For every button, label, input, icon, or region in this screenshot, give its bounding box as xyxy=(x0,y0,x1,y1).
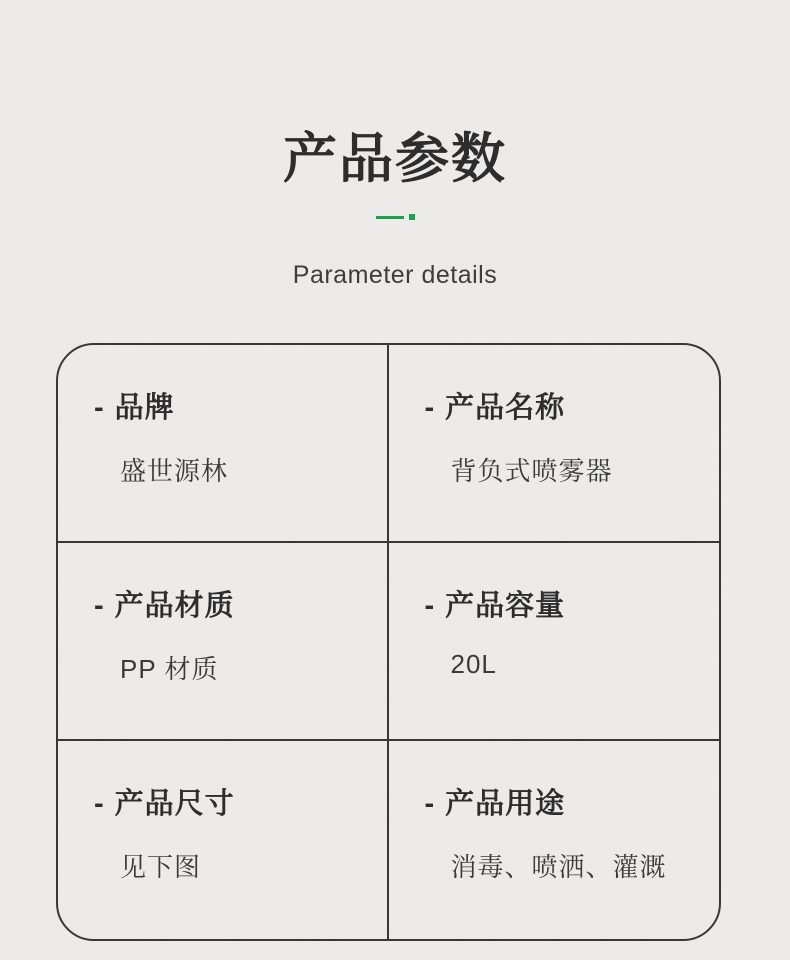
cell-label-row xyxy=(425,393,702,423)
table-cell-brand xyxy=(58,345,389,543)
divider-dot xyxy=(409,214,415,220)
dash-prefix: - xyxy=(424,788,436,820)
cell-value: 20L xyxy=(450,649,497,680)
divider-line xyxy=(376,216,404,219)
dash-prefix: - xyxy=(94,590,105,622)
cell-label: 产品名称 xyxy=(445,392,566,424)
table-cell-capacity xyxy=(389,543,720,741)
cell-value: 消毒、喷洒、灌溉 xyxy=(450,852,667,883)
dash-prefix: - xyxy=(94,788,105,820)
title-divider xyxy=(0,213,790,221)
dash-prefix: - xyxy=(94,392,105,424)
table-cell-material xyxy=(58,543,389,741)
dash-prefix: - xyxy=(424,590,436,622)
cell-label-row xyxy=(94,591,369,621)
cell-value: 盛世源林 xyxy=(120,456,229,487)
cell-label: 产品材质 xyxy=(114,590,235,622)
dash-prefix: - xyxy=(424,392,436,424)
table-cell-size xyxy=(58,741,389,939)
table-cell-usage xyxy=(389,741,720,939)
cell-label-row xyxy=(94,393,369,423)
parameters-table xyxy=(56,343,721,941)
page-title: 产品参数 xyxy=(283,129,507,189)
cell-label-row xyxy=(94,789,369,819)
cell-label-row xyxy=(425,789,702,819)
cell-label: 产品尺寸 xyxy=(114,788,235,820)
cell-label: 品牌 xyxy=(114,392,175,424)
cell-value: PP 材质 xyxy=(120,654,219,685)
table-cell-product-name xyxy=(389,345,720,543)
cell-value: 见下图 xyxy=(120,852,202,883)
cell-value: 背负式喷雾器 xyxy=(450,456,613,487)
cell-label: 产品容量 xyxy=(445,590,566,622)
cell-label: 产品用途 xyxy=(445,788,566,820)
cell-label-row xyxy=(425,591,702,621)
page-subtitle: Parameter details xyxy=(292,261,498,289)
